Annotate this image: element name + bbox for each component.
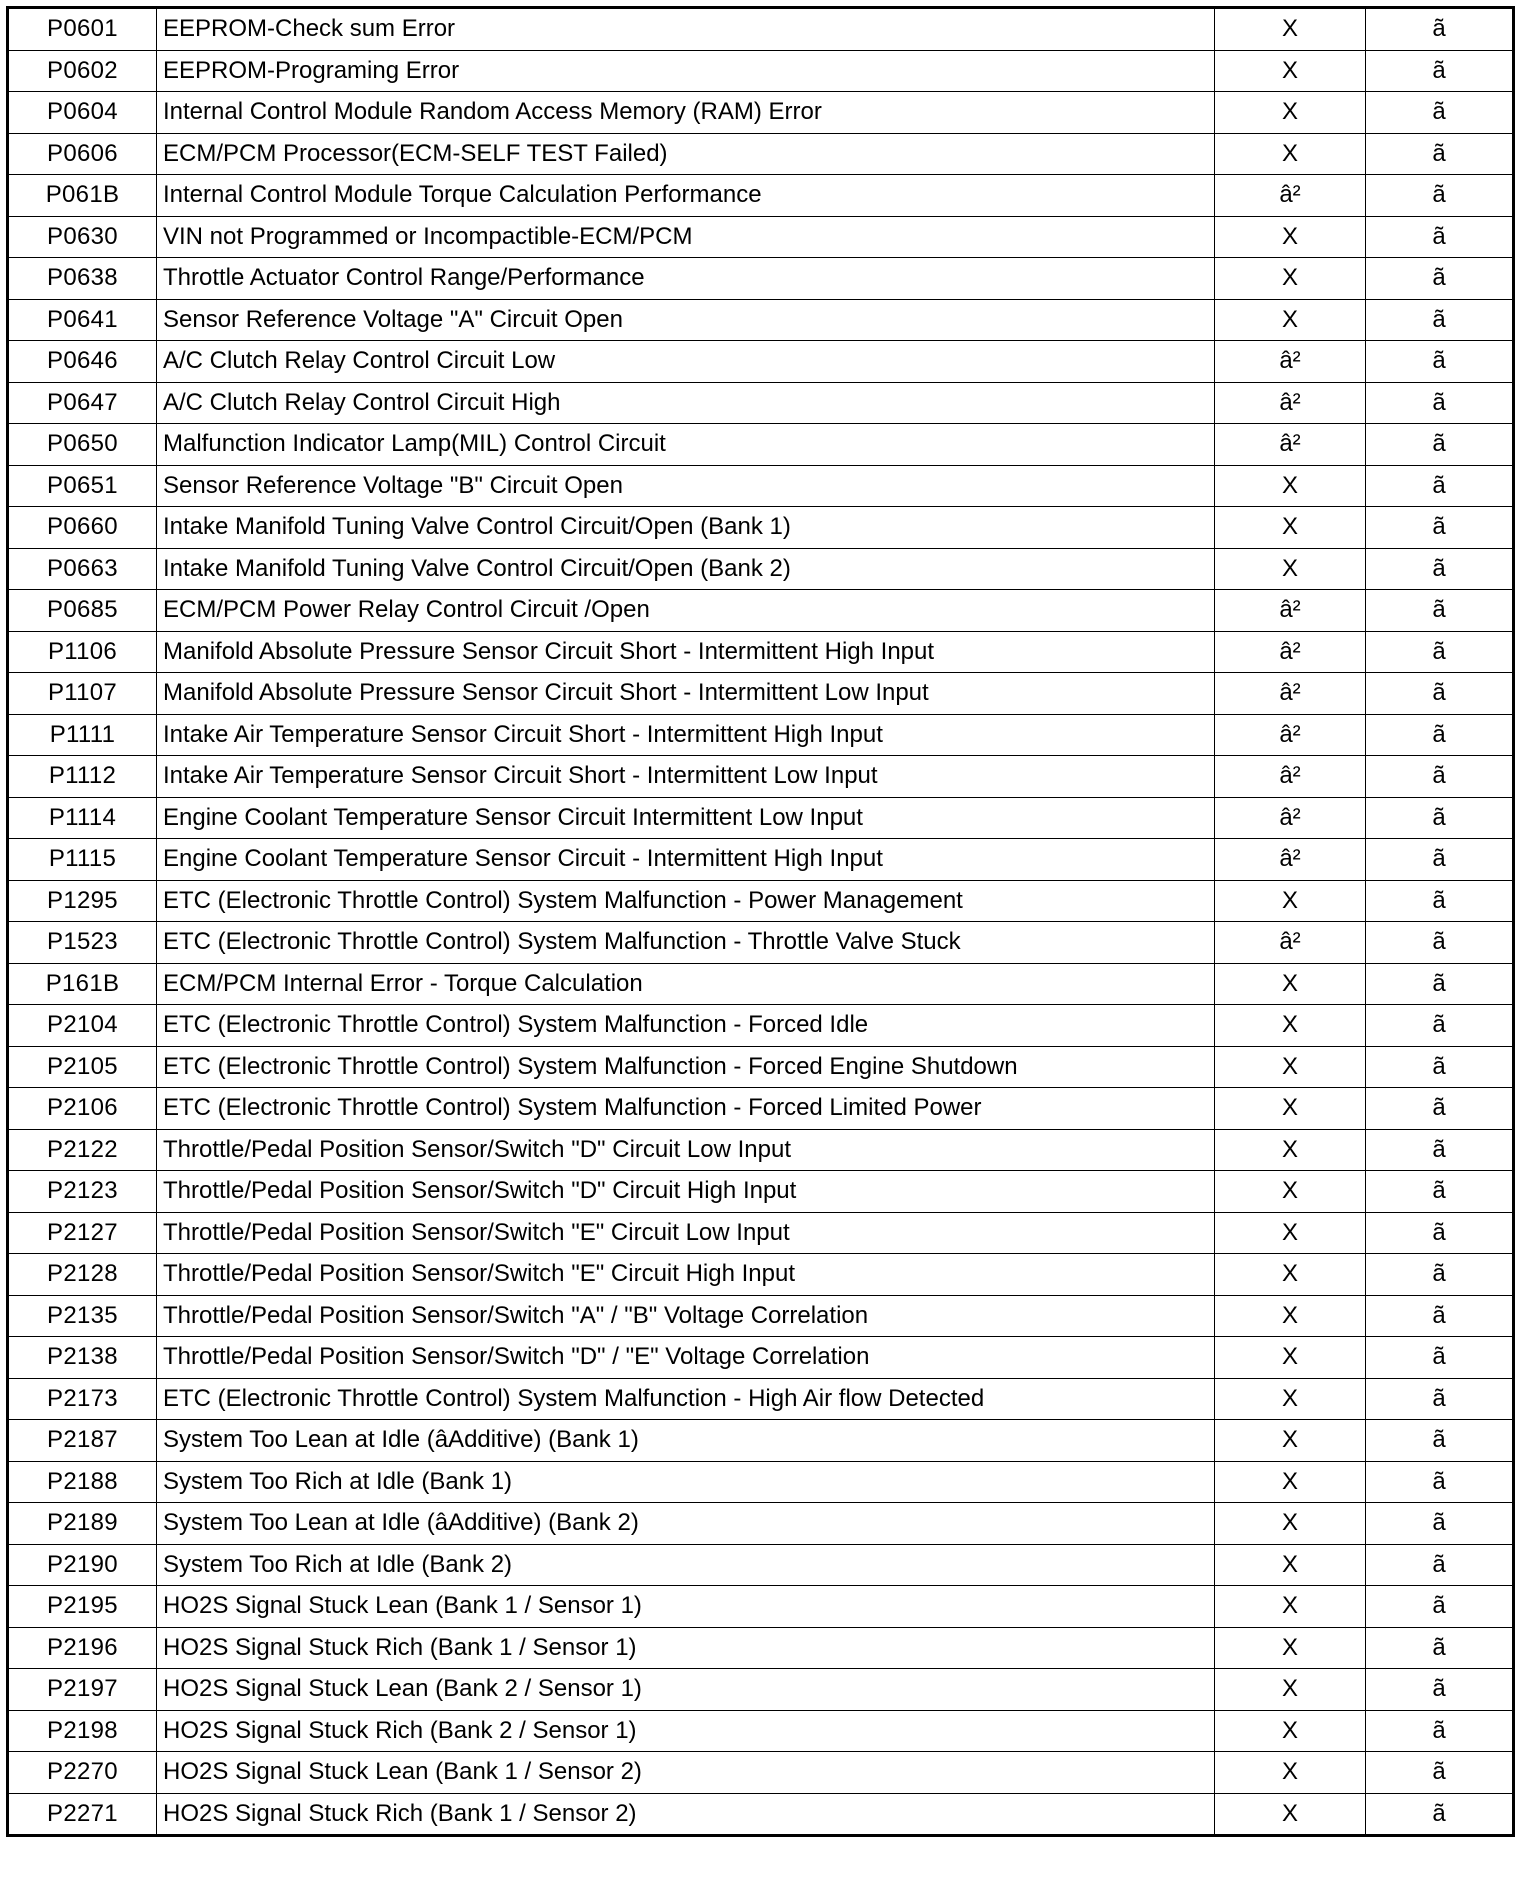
dtc-mark-a: X [1215,1295,1366,1337]
dtc-description: Sensor Reference Voltage "B" Circuit Open [157,465,1215,507]
dtc-mark-b: ã [1366,880,1514,922]
dtc-description: Throttle/Pedal Position Sensor/Switch "D" / "E" Voltage Correlation [157,1337,1215,1379]
table-row [8,299,1514,341]
dtc-description: Manifold Absolute Pressure Sensor Circuit Short - Intermittent High Input [157,631,1215,673]
dtc-mark-b: ã [1366,714,1514,756]
dtc-mark-b: ã [1366,631,1514,673]
dtc-description: Intake Air Temperature Sensor Circuit Short - Intermittent High Input [157,714,1215,756]
dtc-description: Throttle/Pedal Position Sensor/Switch "E" Circuit Low Input [157,1212,1215,1254]
table-row [8,133,1514,175]
dtc-mark-b: ã [1366,175,1514,217]
table-row [8,424,1514,466]
table-row [8,1129,1514,1171]
dtc-mark-a: X [1215,963,1366,1005]
dtc-mark-b: ã [1366,1420,1514,1462]
table-row [8,839,1514,881]
dtc-description: Throttle/Pedal Position Sensor/Switch "D" Circuit Low Input [157,1129,1215,1171]
dtc-mark-a: X [1215,1752,1366,1794]
dtc-code: P0646 [8,341,157,383]
dtc-mark-b: ã [1366,1461,1514,1503]
dtc-description: System Too Rich at Idle (Bank 2) [157,1544,1215,1586]
dtc-mark-b: ã [1366,1212,1514,1254]
table-row [8,1669,1514,1711]
dtc-description: EEPROM-Programing Error [157,50,1215,92]
dtc-mark-a: â² [1215,714,1366,756]
dtc-description: EEPROM-Check sum Error [157,8,1215,51]
dtc-mark-a: X [1215,299,1366,341]
dtc-mark-b: ã [1366,922,1514,964]
dtc-code: P2197 [8,1669,157,1711]
dtc-description: Throttle/Pedal Position Sensor/Switch "E" Circuit High Input [157,1254,1215,1296]
dtc-code: P061B [8,175,157,217]
dtc-code: P2198 [8,1710,157,1752]
dtc-description: Manifold Absolute Pressure Sensor Circuit Short - Intermittent Low Input [157,673,1215,715]
dtc-description: HO2S Signal Stuck Rich (Bank 1 / Sensor 2) [157,1793,1215,1836]
dtc-mark-a: X [1215,1005,1366,1047]
dtc-mark-b: ã [1366,258,1514,300]
dtc-mark-a: â² [1215,797,1366,839]
dtc-description: ECM/PCM Processor(ECM-SELF TEST Failed) [157,133,1215,175]
dtc-code: P1523 [8,922,157,964]
dtc-mark-a: X [1215,50,1366,92]
dtc-mark-b: ã [1366,548,1514,590]
dtc-mark-a: X [1215,1129,1366,1171]
table-row [8,1627,1514,1669]
dtc-mark-a: X [1215,1544,1366,1586]
dtc-description: ETC (Electronic Throttle Control) System Malfunction - Throttle Valve Stuck [157,922,1215,964]
dtc-mark-a: X [1215,1088,1366,1130]
dtc-description: HO2S Signal Stuck Lean (Bank 2 / Sensor 1) [157,1669,1215,1711]
dtc-description: HO2S Signal Stuck Rich (Bank 2 / Sensor 1) [157,1710,1215,1752]
dtc-mark-b: ã [1366,963,1514,1005]
table-row [8,1710,1514,1752]
dtc-description: Intake Air Temperature Sensor Circuit Short - Intermittent Low Input [157,756,1215,798]
dtc-mark-a: â² [1215,175,1366,217]
table-row [8,175,1514,217]
table-row [8,1752,1514,1794]
dtc-description: Throttle/Pedal Position Sensor/Switch "A" / "B" Voltage Correlation [157,1295,1215,1337]
dtc-mark-b: ã [1366,1171,1514,1213]
dtc-code: P0685 [8,590,157,632]
dtc-mark-b: ã [1366,1710,1514,1752]
dtc-description: HO2S Signal Stuck Lean (Bank 1 / Sensor 1) [157,1586,1215,1628]
dtc-code: P0651 [8,465,157,507]
dtc-description: A/C Clutch Relay Control Circuit Low [157,341,1215,383]
dtc-description: ETC (Electronic Throttle Control) System Malfunction - Forced Engine Shutdown [157,1046,1215,1088]
dtc-description: ECM/PCM Power Relay Control Circuit /Open [157,590,1215,632]
dtc-description: Engine Coolant Temperature Sensor Circuit - Intermittent High Input [157,839,1215,881]
dtc-mark-a: X [1215,1171,1366,1213]
dtc-mark-b: ã [1366,1544,1514,1586]
dtc-mark-a: X [1215,1793,1366,1836]
dtc-mark-b: ã [1366,1627,1514,1669]
dtc-mark-a: â² [1215,424,1366,466]
dtc-mark-b: ã [1366,1752,1514,1794]
dtc-mark-b: ã [1366,299,1514,341]
dtc-mark-a: â² [1215,922,1366,964]
dtc-mark-b: ã [1366,424,1514,466]
dtc-mark-b: ã [1366,839,1514,881]
dtc-mark-a: X [1215,880,1366,922]
dtc-code: P0604 [8,92,157,134]
dtc-mark-b: ã [1366,50,1514,92]
table-row [8,1461,1514,1503]
dtc-code: P1106 [8,631,157,673]
dtc-code: P2190 [8,1544,157,1586]
dtc-table [6,6,1515,1837]
dtc-code: P2128 [8,1254,157,1296]
dtc-mark-a: X [1215,507,1366,549]
dtc-code: P1115 [8,839,157,881]
table-row [8,92,1514,134]
dtc-code: P0663 [8,548,157,590]
dtc-description: ETC (Electronic Throttle Control) System Malfunction - Forced Limited Power [157,1088,1215,1130]
dtc-description: Intake Manifold Tuning Valve Control Circuit/Open (Bank 2) [157,548,1215,590]
table-row [8,50,1514,92]
dtc-code: P2138 [8,1337,157,1379]
table-row [8,756,1514,798]
dtc-mark-a: â² [1215,631,1366,673]
dtc-mark-b: ã [1366,8,1514,51]
dtc-mark-a: X [1215,465,1366,507]
dtc-table-body [8,8,1514,1836]
dtc-mark-b: ã [1366,797,1514,839]
dtc-description: System Too Lean at Idle (âAdditive) (Bank 1) [157,1420,1215,1462]
table-row [8,1005,1514,1047]
dtc-mark-a: X [1215,1212,1366,1254]
dtc-code: P0606 [8,133,157,175]
dtc-mark-b: ã [1366,216,1514,258]
dtc-code: P2106 [8,1088,157,1130]
dtc-code: P0602 [8,50,157,92]
table-row [8,963,1514,1005]
dtc-code: P2188 [8,1461,157,1503]
table-row [8,1254,1514,1296]
table-row [8,382,1514,424]
dtc-code: P2135 [8,1295,157,1337]
dtc-mark-b: ã [1366,92,1514,134]
dtc-code: P2195 [8,1586,157,1628]
table-row [8,465,1514,507]
dtc-mark-a: X [1215,216,1366,258]
dtc-mark-a: X [1215,1254,1366,1296]
dtc-mark-b: ã [1366,1337,1514,1379]
dtc-description: Intake Manifold Tuning Valve Control Circuit/Open (Bank 1) [157,507,1215,549]
dtc-description: A/C Clutch Relay Control Circuit High [157,382,1215,424]
table-row [8,341,1514,383]
dtc-mark-b: ã [1366,341,1514,383]
dtc-code: P2122 [8,1129,157,1171]
dtc-mark-b: ã [1366,382,1514,424]
table-row [8,216,1514,258]
dtc-mark-b: ã [1366,756,1514,798]
dtc-description: Throttle Actuator Control Range/Performance [157,258,1215,300]
dtc-mark-b: ã [1366,1669,1514,1711]
dtc-mark-b: ã [1366,1295,1514,1337]
dtc-code: P1114 [8,797,157,839]
dtc-mark-a: â² [1215,839,1366,881]
dtc-code: P0601 [8,8,157,51]
table-row [8,1586,1514,1628]
dtc-mark-a: â² [1215,341,1366,383]
dtc-code: P2270 [8,1752,157,1794]
dtc-mark-a: â² [1215,382,1366,424]
dtc-code: P2127 [8,1212,157,1254]
dtc-description: HO2S Signal Stuck Lean (Bank 1 / Sensor 2) [157,1752,1215,1794]
table-row [8,548,1514,590]
dtc-code: P1111 [8,714,157,756]
dtc-mark-b: ã [1366,1254,1514,1296]
dtc-description: Internal Control Module Torque Calculation Performance [157,175,1215,217]
dtc-code: P2187 [8,1420,157,1462]
dtc-mark-b: ã [1366,1005,1514,1047]
dtc-mark-a: X [1215,1627,1366,1669]
dtc-code: P2123 [8,1171,157,1213]
dtc-mark-a: X [1215,1046,1366,1088]
table-row [8,1171,1514,1213]
table-row [8,922,1514,964]
dtc-code: P0638 [8,258,157,300]
dtc-description: Throttle/Pedal Position Sensor/Switch "D" Circuit High Input [157,1171,1215,1213]
dtc-mark-a: X [1215,1586,1366,1628]
dtc-mark-a: X [1215,1710,1366,1752]
dtc-mark-b: ã [1366,465,1514,507]
dtc-code: P0650 [8,424,157,466]
dtc-mark-b: ã [1366,1046,1514,1088]
dtc-mark-a: â² [1215,673,1366,715]
dtc-code: P2271 [8,1793,157,1836]
dtc-mark-b: ã [1366,133,1514,175]
dtc-code: P2189 [8,1503,157,1545]
table-row [8,1295,1514,1337]
dtc-code: P0630 [8,216,157,258]
dtc-mark-b: ã [1366,1088,1514,1130]
dtc-description: VIN not Programmed or Incompactible-ECM/PCM [157,216,1215,258]
table-row [8,507,1514,549]
dtc-mark-a: X [1215,8,1366,51]
dtc-mark-a: X [1215,258,1366,300]
dtc-code: P1295 [8,880,157,922]
table-row [8,880,1514,922]
dtc-code: P1107 [8,673,157,715]
dtc-mark-b: ã [1366,1378,1514,1420]
dtc-description: System Too Rich at Idle (Bank 1) [157,1461,1215,1503]
dtc-description: Engine Coolant Temperature Sensor Circuit Intermittent Low Input [157,797,1215,839]
dtc-description: ECM/PCM Internal Error - Torque Calculation [157,963,1215,1005]
dtc-mark-b: ã [1366,673,1514,715]
table-row [8,258,1514,300]
table-row [8,1544,1514,1586]
table-row [8,714,1514,756]
table-row [8,8,1514,51]
dtc-mark-a: X [1215,1420,1366,1462]
dtc-mark-b: ã [1366,1129,1514,1171]
table-row [8,1337,1514,1379]
table-row [8,1503,1514,1545]
dtc-description: ETC (Electronic Throttle Control) System Malfunction - Forced Idle [157,1005,1215,1047]
dtc-code: P2104 [8,1005,157,1047]
table-row [8,590,1514,632]
table-row [8,673,1514,715]
table-row [8,631,1514,673]
table-row [8,1420,1514,1462]
dtc-code: P2173 [8,1378,157,1420]
dtc-description: ETC (Electronic Throttle Control) System Malfunction - High Air flow Detected [157,1378,1215,1420]
dtc-mark-b: ã [1366,1793,1514,1836]
dtc-code: P0647 [8,382,157,424]
dtc-mark-a: X [1215,133,1366,175]
dtc-mark-a: X [1215,1503,1366,1545]
dtc-code: P0660 [8,507,157,549]
dtc-mark-b: ã [1366,1586,1514,1628]
table-row [8,1046,1514,1088]
dtc-mark-a: X [1215,1337,1366,1379]
dtc-description: Malfunction Indicator Lamp(MIL) Control Circuit [157,424,1215,466]
dtc-code: P1112 [8,756,157,798]
dtc-mark-b: ã [1366,1503,1514,1545]
dtc-mark-a: X [1215,1461,1366,1503]
dtc-mark-a: X [1215,92,1366,134]
dtc-mark-a: X [1215,1669,1366,1711]
table-row [8,797,1514,839]
dtc-mark-b: ã [1366,507,1514,549]
dtc-description: Sensor Reference Voltage "A" Circuit Open [157,299,1215,341]
dtc-description: ETC (Electronic Throttle Control) System Malfunction - Power Management [157,880,1215,922]
dtc-description: HO2S Signal Stuck Rich (Bank 1 / Sensor 1) [157,1627,1215,1669]
table-row [8,1088,1514,1130]
table-row [8,1378,1514,1420]
dtc-code: P161B [8,963,157,1005]
dtc-code: P2105 [8,1046,157,1088]
dtc-mark-b: ã [1366,590,1514,632]
dtc-description: System Too Lean at Idle (âAdditive) (Bank 2) [157,1503,1215,1545]
table-row [8,1793,1514,1836]
dtc-description: Internal Control Module Random Access Memory (RAM) Error [157,92,1215,134]
dtc-code: P2196 [8,1627,157,1669]
table-row [8,1212,1514,1254]
dtc-mark-a: X [1215,548,1366,590]
dtc-code: P0641 [8,299,157,341]
dtc-mark-a: â² [1215,590,1366,632]
dtc-mark-a: â² [1215,756,1366,798]
dtc-mark-a: X [1215,1378,1366,1420]
